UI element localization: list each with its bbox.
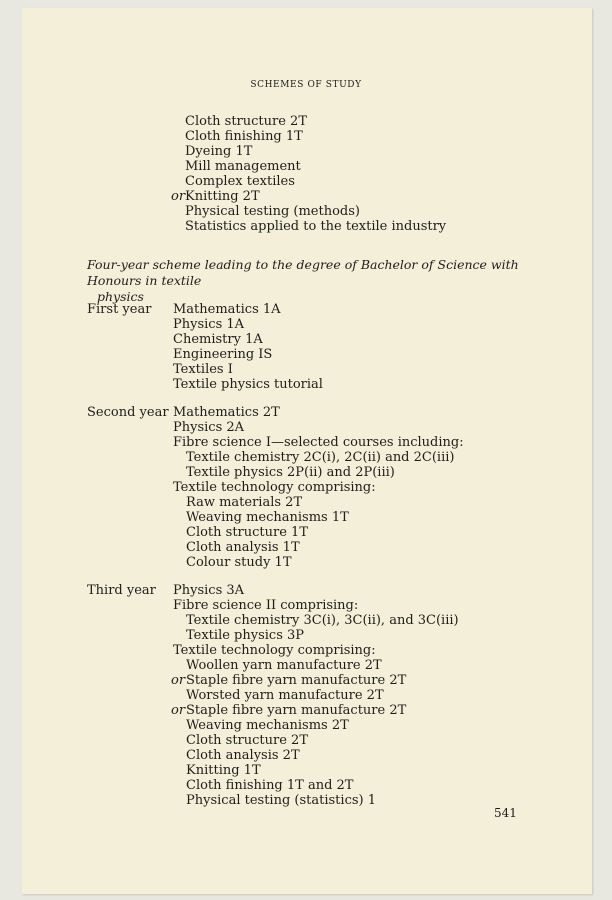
list-item: Textile physics tutorial bbox=[173, 377, 323, 392]
scheme-heading-line2: physics bbox=[97, 289, 144, 304]
list-item: Weaving mechanisms 2T bbox=[186, 718, 349, 733]
list-item: Mathematics 2T bbox=[173, 405, 280, 420]
list-item: Knitting 2T bbox=[185, 189, 260, 204]
list-item: Textile chemistry 3C(i), 3C(ii), and 3C(iii) bbox=[186, 613, 459, 628]
list-item: Textile chemistry 2C(i), 2C(ii) and 2C(iii) bbox=[186, 450, 455, 465]
list-item: Cloth analysis 1T bbox=[186, 540, 300, 555]
list-item: Physical testing (methods) bbox=[185, 204, 360, 219]
list-item: Cloth structure 1T bbox=[186, 525, 309, 540]
list-item: Staple fibre yarn manufacture 2T bbox=[186, 703, 407, 718]
list-item: Cloth analysis 2T bbox=[186, 748, 300, 763]
list-item: Colour study 1T bbox=[186, 555, 292, 570]
list-item: Cloth finishing 1T bbox=[185, 129, 303, 144]
third-year-label: Third year bbox=[87, 583, 156, 598]
second-year-label: Second year bbox=[87, 405, 169, 420]
list-item: Physics 1A bbox=[173, 317, 245, 332]
list-item: Statistics applied to the textile industry bbox=[185, 219, 447, 234]
first-year-label: First year bbox=[87, 302, 152, 317]
list-item: Complex textiles bbox=[185, 174, 295, 189]
list-item: Weaving mechanisms 1T bbox=[186, 510, 349, 525]
list-item: Chemistry 1A bbox=[173, 332, 263, 347]
list-item: Staple fibre yarn manufacture 2T bbox=[186, 673, 407, 688]
list-item: Physical testing (statistics) 1 bbox=[186, 793, 376, 808]
list-item: Woollen yarn manufacture 2T bbox=[186, 658, 382, 673]
list-item: Raw materials 2T bbox=[186, 495, 303, 510]
list-item: Worsted yarn manufacture 2T bbox=[186, 688, 384, 703]
scheme-heading-line1: Four-year scheme leading to the degree of Bachelor of Science with Honours in textile bbox=[87, 257, 519, 288]
list-item: Dyeing 1T bbox=[185, 144, 253, 159]
list-item: Cloth structure 2T bbox=[186, 733, 309, 748]
page-number: 541 bbox=[494, 806, 517, 820]
list-item: Textile physics 3P bbox=[186, 628, 305, 643]
list-item: Knitting 1T bbox=[186, 763, 261, 778]
list-item: Textiles I bbox=[173, 362, 233, 377]
list-item: Mill management bbox=[185, 159, 301, 174]
or-alternative: or bbox=[171, 703, 186, 718]
list-item: Mathematics 1A bbox=[173, 302, 281, 317]
list-item: Physics 2A bbox=[173, 420, 245, 435]
list-item: Cloth finishing 1T and 2T bbox=[186, 778, 354, 793]
list-item: Fibre science I—selected courses including: bbox=[173, 435, 464, 450]
list-item: Fibre science II comprising: bbox=[173, 598, 359, 613]
list-item: Textile technology comprising: bbox=[173, 480, 376, 495]
or-alternative: or bbox=[171, 189, 186, 204]
list-item: Engineering IS bbox=[173, 347, 273, 362]
running-header: SCHEMES OF STUDY bbox=[250, 80, 362, 90]
scheme-heading bbox=[87, 257, 527, 305]
list-item: Cloth structure 2T bbox=[185, 114, 308, 129]
list-item: Physics 3A bbox=[173, 583, 245, 598]
list-item: Textile technology comprising: bbox=[173, 643, 376, 658]
list-item: Textile physics 2P(ii) and 2P(iii) bbox=[186, 465, 395, 480]
or-alternative: or bbox=[171, 673, 186, 688]
